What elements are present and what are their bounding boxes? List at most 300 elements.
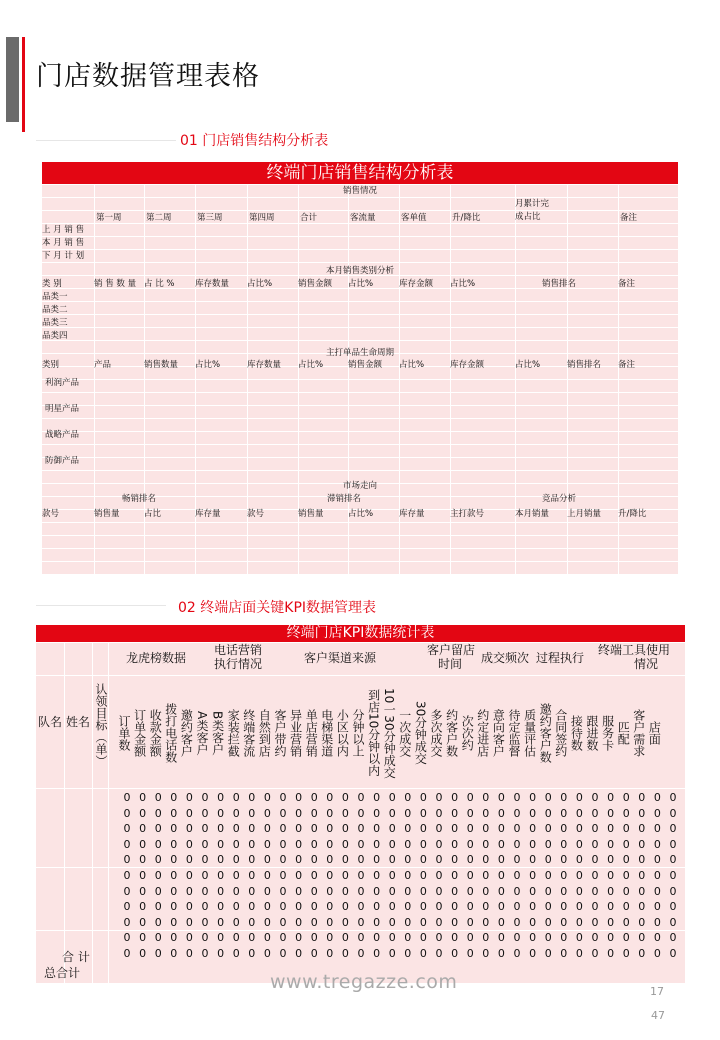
section-divider — [36, 605, 166, 606]
lifecycle-header-cell: 销售数量 — [144, 360, 179, 370]
zero-cell: 0 — [497, 900, 505, 914]
zero-cell: 0 — [170, 931, 178, 945]
group-header: 电话营销 — [213, 643, 262, 657]
zero-cell: 0 — [310, 869, 318, 882]
zero-cell: 0 — [435, 931, 443, 945]
zero-cell: 0 — [217, 837, 225, 851]
sub-header: 单店营销 — [304, 709, 319, 757]
grid-line — [36, 642, 685, 643]
zero-cell: 0 — [529, 947, 537, 960]
zero-cell: 0 — [653, 915, 661, 929]
zero-cell: 0 — [638, 884, 646, 898]
zero-cell: 0 — [123, 931, 131, 945]
zero-cell: 0 — [451, 837, 459, 851]
zero-cell: 0 — [232, 900, 240, 914]
zero-cell: 0 — [217, 931, 225, 945]
accent-bar — [6, 37, 19, 122]
zero-cell: 0 — [575, 884, 583, 898]
zero-cell: 0 — [326, 931, 334, 945]
zero-cell: 0 — [669, 900, 677, 914]
zero-cell: 0 — [560, 947, 568, 960]
zero-cell: 0 — [404, 837, 412, 851]
zero-cell: 0 — [529, 869, 537, 882]
grid-line — [42, 535, 678, 536]
zero-cell: 0 — [591, 947, 599, 960]
zero-cell: 0 — [653, 900, 661, 914]
grid-line — [42, 197, 678, 198]
zero-cell: 0 — [170, 837, 178, 851]
zero-cell: 0 — [404, 884, 412, 898]
zero-cell: 0 — [560, 791, 568, 804]
zero-cell: 0 — [170, 822, 178, 836]
group-header: 终端工具使用 — [597, 643, 670, 657]
lifecycle-header-cell: 类别 — [42, 360, 60, 370]
zero-cell: 0 — [248, 947, 256, 960]
zero-cell: 0 — [201, 931, 209, 945]
zero-cell: 0 — [419, 791, 427, 804]
grid-line — [92, 642, 93, 983]
market-group: 竞品分析 — [542, 494, 577, 504]
zero-cell: 0 — [419, 837, 427, 851]
group-header: 过程执行 — [536, 651, 585, 665]
group-header: 时间 — [437, 657, 462, 671]
grid-line — [42, 522, 678, 523]
zero-cell: 0 — [263, 791, 271, 804]
sub-header: 电梯渠道 — [319, 709, 334, 757]
zero-cell: 0 — [513, 791, 521, 804]
zero-cell: 0 — [357, 931, 365, 945]
zero-cell: 0 — [622, 884, 630, 898]
zero-cell: 0 — [575, 822, 583, 836]
grid-line — [42, 561, 678, 562]
zero-cell: 0 — [373, 837, 381, 851]
sub-header: 邀约客户数 — [538, 703, 553, 763]
zero-cell: 0 — [482, 853, 490, 867]
market-header-cell: 占比% — [348, 509, 374, 519]
zero-cell: 0 — [263, 884, 271, 898]
zero-cell: 0 — [638, 853, 646, 867]
zero-cell: 0 — [341, 806, 349, 820]
zero-cell: 0 — [201, 837, 209, 851]
zero-cell: 0 — [435, 915, 443, 929]
zero-cell: 0 — [248, 837, 256, 851]
zero-cell: 0 — [575, 900, 583, 914]
zero-cell: 0 — [248, 900, 256, 914]
zero-cell: 0 — [482, 869, 490, 882]
zero-cell: 0 — [653, 884, 661, 898]
zero-cell: 0 — [451, 806, 459, 820]
zero-cell: 0 — [575, 947, 583, 960]
zero-cell: 0 — [201, 884, 209, 898]
zero-cell: 0 — [217, 806, 225, 820]
zero-cell: 0 — [341, 900, 349, 914]
zero-cell: 0 — [139, 822, 147, 836]
zero-cell: 0 — [123, 806, 131, 820]
zero-cell: 0 — [529, 931, 537, 945]
zero-cell: 0 — [404, 931, 412, 945]
zero-cell: 0 — [638, 869, 646, 882]
market-title: 市场走向 — [342, 481, 377, 491]
zero-cell: 0 — [607, 931, 615, 945]
zero-cell: 0 — [170, 791, 178, 804]
grid-line — [42, 379, 678, 380]
zero-cell: 0 — [497, 853, 505, 867]
sales-structure-table — [42, 162, 678, 575]
zero-cell: 0 — [513, 915, 521, 929]
zero-cell: 0 — [185, 915, 193, 929]
zero-cell: 0 — [513, 884, 521, 898]
zero-cell: 0 — [326, 822, 334, 836]
zero-cell: 0 — [544, 947, 552, 960]
group-header: 执行情况 — [213, 657, 262, 671]
section-title-2: 02 终端店面关键KPI数据管理表 — [178, 600, 377, 616]
zero-cell: 0 — [310, 884, 318, 898]
zero-cell: 0 — [123, 900, 131, 914]
zero-cell: 0 — [185, 869, 193, 882]
zero-cell: 0 — [388, 915, 396, 929]
sub-header: 订单金额 — [132, 709, 147, 757]
zero-cell: 0 — [341, 931, 349, 945]
grid-line — [42, 444, 678, 445]
grid-line — [42, 574, 678, 575]
sub-header: 意向客户 — [491, 709, 506, 757]
sub-header: 邀约客户 — [179, 709, 194, 757]
sub-header: 客户需求 — [631, 709, 646, 757]
zero-cell: 0 — [341, 791, 349, 804]
zero-cell: 0 — [295, 915, 303, 929]
zero-cell: 0 — [404, 791, 412, 804]
sales-row-label: 本 月 销 售 — [42, 238, 85, 248]
zero-cell: 0 — [232, 915, 240, 929]
zero-cell: 0 — [591, 884, 599, 898]
sub-header: 到店10分钟以内 — [366, 689, 381, 777]
zero-cell: 0 — [513, 931, 521, 945]
zero-cell: 0 — [263, 837, 271, 851]
grid-line — [36, 675, 685, 676]
market-header-cell: 库存量 — [399, 509, 425, 519]
footer-url[interactable]: www.tregazze.com — [270, 971, 458, 993]
group-header: 客户渠道来源 — [304, 651, 377, 665]
zero-cell: 0 — [341, 884, 349, 898]
zero-cell: 0 — [544, 931, 552, 945]
zero-cell: 0 — [404, 806, 412, 820]
zero-cell: 0 — [170, 869, 178, 882]
zero-cell: 0 — [560, 853, 568, 867]
zero-cell: 0 — [341, 853, 349, 867]
category-header-cell: 占比% — [450, 279, 476, 289]
grid-line — [42, 301, 678, 302]
market-header-cell: 库存量 — [195, 509, 221, 519]
grid-line — [42, 249, 678, 250]
zero-cell: 0 — [544, 822, 552, 836]
lifecycle-header-cell: 库存数量 — [247, 360, 282, 370]
zero-cell: 0 — [591, 837, 599, 851]
zero-cell: 0 — [404, 900, 412, 914]
zero-cell: 0 — [607, 822, 615, 836]
zero-cell: 0 — [123, 947, 131, 960]
zero-cell: 0 — [357, 915, 365, 929]
zero-cell: 0 — [123, 884, 131, 898]
zero-cell: 0 — [232, 822, 240, 836]
zero-cell: 0 — [373, 869, 381, 882]
lifecycle-header-cell: 占比% — [298, 360, 324, 370]
zero-cell: 0 — [653, 931, 661, 945]
zero-cell: 0 — [669, 947, 677, 960]
sub-header: 跟进数 — [585, 715, 599, 751]
zero-cell: 0 — [544, 900, 552, 914]
zero-cell: 0 — [544, 884, 552, 898]
zero-cell: 0 — [419, 931, 427, 945]
market-header-cell: 本月销量 — [515, 509, 550, 519]
zero-cell: 0 — [201, 947, 209, 960]
zero-cell: 0 — [653, 822, 661, 836]
zero-cell: 0 — [201, 822, 209, 836]
zero-cell: 0 — [607, 947, 615, 960]
zero-cell: 0 — [279, 869, 287, 882]
zero-cell: 0 — [482, 915, 490, 929]
zero-cell: 0 — [466, 915, 474, 929]
lifecycle-header-cell: 占比% — [399, 360, 425, 370]
zero-cell: 0 — [201, 915, 209, 929]
sub-header: 次次约 — [460, 715, 475, 751]
zero-cell: 0 — [373, 915, 381, 929]
zero-cell: 0 — [154, 931, 162, 945]
zero-cell: 0 — [607, 869, 615, 882]
zero-cell: 0 — [295, 931, 303, 945]
sub-header: 店面 — [647, 721, 662, 745]
zero-cell: 0 — [529, 791, 537, 804]
zero-cell: 0 — [232, 791, 240, 804]
zero-cell: 0 — [575, 931, 583, 945]
zero-cell: 0 — [185, 806, 193, 820]
zero-cell: 0 — [482, 900, 490, 914]
page-number: 17 — [650, 985, 664, 998]
sub-header: 一次成交 — [397, 709, 412, 757]
category-header-cell: 占比% — [348, 279, 374, 289]
zero-cell: 0 — [248, 822, 256, 836]
zero-cell: 0 — [466, 869, 474, 882]
zero-cell: 0 — [154, 791, 162, 804]
zero-cell: 0 — [404, 915, 412, 929]
zero-cell: 0 — [341, 915, 349, 929]
zero-cell: 0 — [466, 884, 474, 898]
zero-cell: 0 — [279, 822, 287, 836]
zero-cell: 0 — [185, 837, 193, 851]
zero-cell: 0 — [513, 822, 521, 836]
zero-cell: 0 — [560, 837, 568, 851]
zero-cell: 0 — [669, 853, 677, 867]
zero-cell: 0 — [607, 837, 615, 851]
zero-cell: 0 — [638, 900, 646, 914]
zero-cell: 0 — [373, 791, 381, 804]
zero-cell: 0 — [482, 947, 490, 960]
zero-cell: 0 — [279, 791, 287, 804]
zero-cell: 0 — [326, 947, 334, 960]
zero-cell: 0 — [513, 869, 521, 882]
zero-cell: 0 — [232, 837, 240, 851]
sales-header-cell: 第二周 — [146, 213, 172, 223]
lifecycle-header-cell: 销售金额 — [348, 360, 383, 370]
market-header-cell: 升/降比 — [618, 509, 647, 519]
category-header-cell: 销 售 数 量 — [94, 279, 137, 289]
zero-cell: 0 — [232, 931, 240, 945]
zero-cell: 0 — [497, 822, 505, 836]
zero-cell: 0 — [404, 869, 412, 882]
table-title: 终端门店销售结构分析表 — [42, 162, 678, 184]
table-title: 终端门店KPI数据统计表 — [36, 625, 685, 642]
grid-line — [36, 788, 685, 789]
zero-cell: 0 — [513, 947, 521, 960]
zero-cell: 0 — [357, 837, 365, 851]
zero-cell: 0 — [248, 915, 256, 929]
zero-cell: 0 — [482, 884, 490, 898]
lifecycle-title: 主打单品生命周期 — [325, 348, 394, 358]
zero-cell: 0 — [357, 869, 365, 882]
zero-cell: 0 — [622, 947, 630, 960]
zero-cell: 0 — [607, 806, 615, 820]
sales-header-cell: 升/降比 — [452, 213, 481, 223]
sales-header-cell: 第三周 — [197, 213, 223, 223]
zero-cell: 0 — [435, 947, 443, 960]
zero-cell: 0 — [295, 947, 303, 960]
zero-cell: 0 — [653, 837, 661, 851]
zero-cell: 0 — [217, 947, 225, 960]
zero-cell: 0 — [638, 947, 646, 960]
zero-cell: 0 — [435, 837, 443, 851]
lifecycle-header-cell: 占比% — [195, 360, 221, 370]
sub-header: 匹配 — [616, 721, 631, 745]
sub-header: 约定进店 — [475, 709, 490, 757]
zero-cell: 0 — [451, 869, 459, 882]
zero-cell: 0 — [653, 947, 661, 960]
zero-cell: 0 — [560, 915, 568, 929]
zero-cell: 0 — [185, 822, 193, 836]
sub-header: 订单数 — [117, 715, 131, 751]
zero-cell: 0 — [263, 931, 271, 945]
zero-cell: 0 — [154, 853, 162, 867]
section-divider — [36, 140, 176, 141]
sales-header-cell: 客单值 — [401, 213, 427, 223]
zero-cell: 0 — [326, 884, 334, 898]
category-header-cell: 占比% — [247, 279, 273, 289]
zero-cell: 0 — [622, 806, 630, 820]
zero-cell: 0 — [466, 931, 474, 945]
zero-cell: 0 — [373, 853, 381, 867]
zero-cell: 0 — [357, 947, 365, 960]
sub-header: 家装拦截 — [226, 709, 241, 757]
zero-cell: 0 — [170, 947, 178, 960]
sub-header: 多次成交 — [429, 709, 443, 757]
grid-line — [42, 210, 678, 211]
zero-cell: 0 — [622, 931, 630, 945]
zero-cell: 0 — [154, 915, 162, 929]
zero-cell: 0 — [669, 915, 677, 929]
zero-cell: 0 — [404, 947, 412, 960]
zero-cell: 0 — [326, 869, 334, 882]
sub-header: 拨打电话数 — [163, 703, 178, 763]
zero-cell: 0 — [497, 791, 505, 804]
group-header: 情况 — [633, 657, 658, 671]
zero-cell: 0 — [451, 822, 459, 836]
grid-line — [42, 184, 678, 185]
zero-cell: 0 — [591, 853, 599, 867]
zero-cell: 0 — [451, 915, 459, 929]
zero-cell: 0 — [482, 931, 490, 945]
zero-cell: 0 — [295, 884, 303, 898]
zero-cell: 0 — [310, 931, 318, 945]
zero-cell: 0 — [544, 869, 552, 882]
zero-cell: 0 — [575, 806, 583, 820]
zero-cell: 0 — [529, 884, 537, 898]
zero-cell: 0 — [419, 869, 427, 882]
zero-cell: 0 — [388, 869, 396, 882]
zero-cell: 0 — [341, 947, 349, 960]
zero-cell: 0 — [310, 947, 318, 960]
category-header-cell: 备注 — [618, 279, 636, 289]
zero-cell: 0 — [669, 884, 677, 898]
sales-header-cell: 合计 — [300, 213, 318, 223]
lifecycle-header-cell: 占比% — [515, 360, 541, 370]
zero-cell: 0 — [263, 806, 271, 820]
zero-cell: 0 — [263, 900, 271, 914]
zero-cell: 0 — [310, 822, 318, 836]
category-row-label: 品类二 — [42, 305, 68, 315]
zero-cell: 0 — [310, 791, 318, 804]
zero-cell: 0 — [466, 947, 474, 960]
zero-cell: 0 — [248, 806, 256, 820]
zero-cell: 0 — [591, 900, 599, 914]
sub-header: 终端客流 — [241, 709, 256, 757]
zero-cell: 0 — [669, 822, 677, 836]
category-header-cell: 库存金额 — [399, 279, 434, 289]
market-header-cell: 款号 — [42, 509, 60, 519]
zero-cell: 0 — [466, 822, 474, 836]
zero-cell: 0 — [419, 822, 427, 836]
zero-cell: 0 — [326, 853, 334, 867]
zero-cell: 0 — [544, 853, 552, 867]
zero-cell: 0 — [154, 884, 162, 898]
category-title: 本月销售类别分析 — [325, 266, 394, 276]
grid-line — [42, 327, 678, 328]
zero-cell: 0 — [560, 931, 568, 945]
zero-cell: 0 — [591, 869, 599, 882]
zero-cell: 0 — [466, 837, 474, 851]
sales-row-label: 上 月 销 售 — [42, 225, 85, 235]
zero-cell: 0 — [310, 900, 318, 914]
zero-cell: 0 — [497, 884, 505, 898]
category-header-cell: 销售排名 — [542, 279, 577, 289]
zero-cell: 0 — [263, 915, 271, 929]
zero-cell: 0 — [388, 822, 396, 836]
zero-cell: 0 — [419, 900, 427, 914]
zero-cell: 0 — [513, 900, 521, 914]
zero-cell: 0 — [201, 869, 209, 882]
grid-line — [42, 314, 678, 315]
lifecycle-row-label: 防御产品 — [45, 456, 80, 466]
zero-cell: 0 — [248, 869, 256, 882]
zero-cell: 0 — [295, 837, 303, 851]
zero-cell: 0 — [435, 853, 443, 867]
name-header: 姓名 — [65, 715, 90, 729]
zero-cell: 0 — [388, 791, 396, 804]
zero-cell: 0 — [279, 947, 287, 960]
zero-cell: 0 — [529, 837, 537, 851]
zero-cell: 0 — [482, 791, 490, 804]
zero-cell: 0 — [279, 837, 287, 851]
zero-cell: 0 — [217, 900, 225, 914]
zero-cell: 0 — [544, 915, 552, 929]
zero-cell: 0 — [607, 853, 615, 867]
